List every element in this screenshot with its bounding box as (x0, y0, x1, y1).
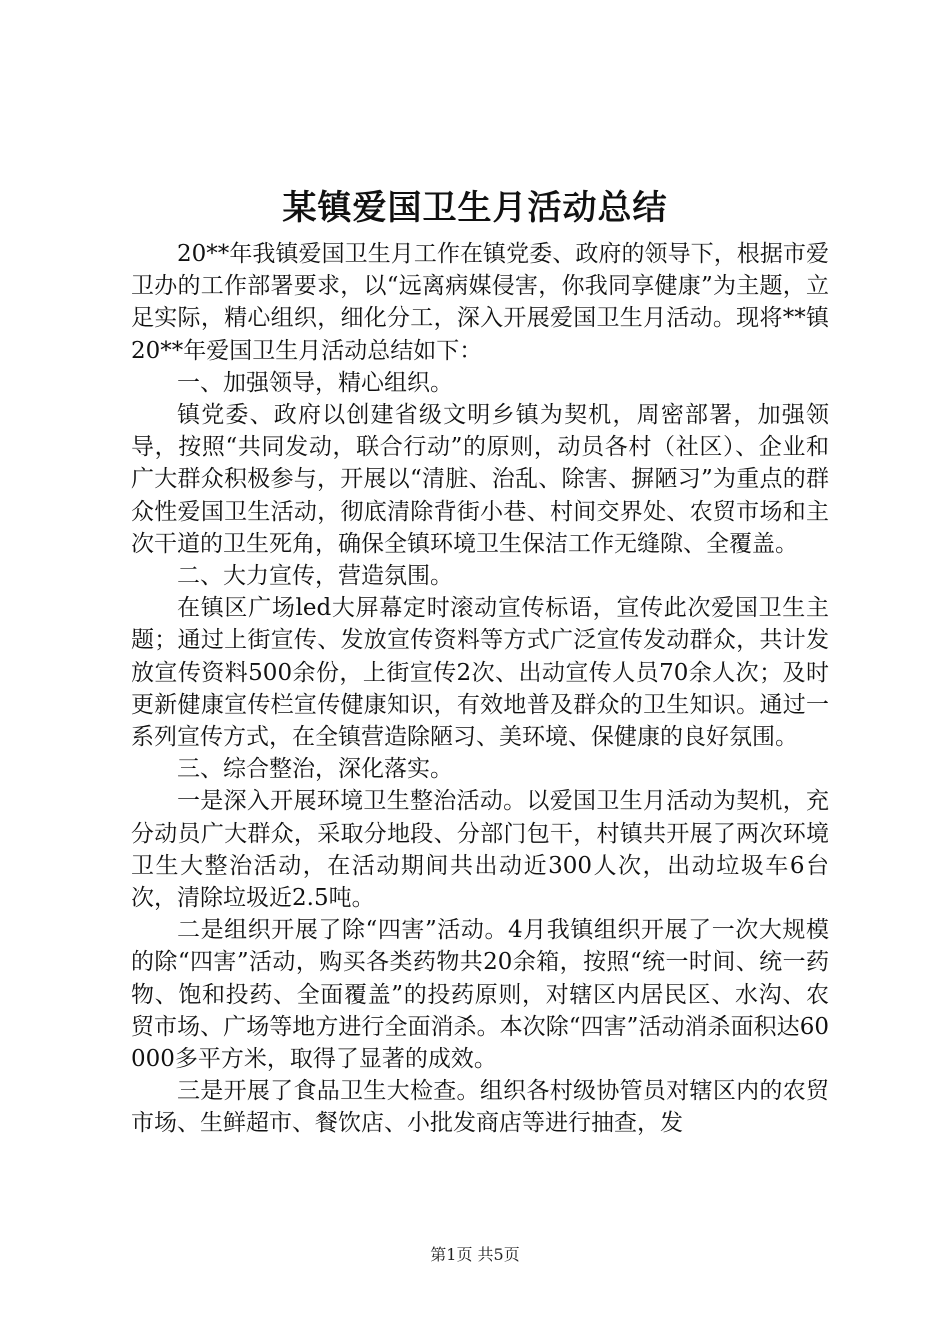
paragraph-item-2: 二是组织开展了除“四害”活动。4月我镇组织开展了一次大规模的除“四害”活动，购买各类药物共20余箱，按照“统一时间、统一药物、饱和投药、全面覆盖”的投药原则，对辖区内居民区、水沟、农贸市场、广场等地方进行全面消杀。本次除“四害”活动消杀面积达60000多平方米，取得了显著的成效。 (131, 917, 829, 1073)
paragraph-item-1: 一是深入开展环境卫生整治活动。以爱国卫生月活动为契机，充分动员广大群众，采取分地段、分部门包干，村镇共开展了两次环境卫生大整治活动，在活动期间共出动近300人次，出动垃圾车6台次，清除垃圾近2.5吨。 (131, 788, 829, 912)
section-heading-1: 一、加强领导，精心组织。 (177, 369, 453, 396)
paragraph-intro: 20**年我镇爱国卫生月工作在镇党委、政府的领导下，根据市爱卫办的工作部署要求，以“远离病媒侵害，你我同享健康”为主题，立足实际，精心组织，细化分工，深入开展爱国卫生月活动。现将**镇20**年爱国卫生月活动总结如下： (131, 241, 829, 364)
paragraph-section-2: 在镇区广场led大屏幕定时滚动宣传标语，宣传此次爱国卫生主题；通过上街宣传、发放宣传资料等方式广泛宣传发动群众，共计发放宣传资料500余份，上街宣传2次、出动宣传人员70余人次；及时更新健康宣传栏宣传健康知识，有效地普及群众的卫生知识。通过一系列宣传方式，在全镇营造除陋习、美环境、保健康的良好氛围。 (131, 595, 829, 751)
paragraph-section-1: 镇党委、政府以创建省级文明乡镇为契机，周密部署，加强领导，按照“共同发动，联合行动”的原则，动员各村（社区）、企业和广大群众积极参与，开展以“清脏、治乱、除害、摒陋习”为重点的群众性爱国卫生活动，彻底清除背街小巷、村间交界处、农贸市场和主次干道的卫生死角，确保全镇环境卫生保洁工作无缝隙、全覆盖。 (131, 402, 829, 557)
document-body (131, 238, 829, 1140)
page-number-footer: 第1页 共5页 (430, 1245, 520, 1264)
section-heading-3: 三、综合整治，深化落实。 (177, 756, 453, 783)
section-heading-2: 二、大力宣传，营造氛围。 (177, 563, 453, 590)
document-title: 某镇爱国卫生月活动总结 (282, 188, 668, 228)
paragraph-item-3: 三是开展了食品卫生大检查。组织各村级协管员对辖区内的农贸市场、生鲜超市、餐饮店、小批发商店等进行抽查，发 (131, 1078, 829, 1137)
